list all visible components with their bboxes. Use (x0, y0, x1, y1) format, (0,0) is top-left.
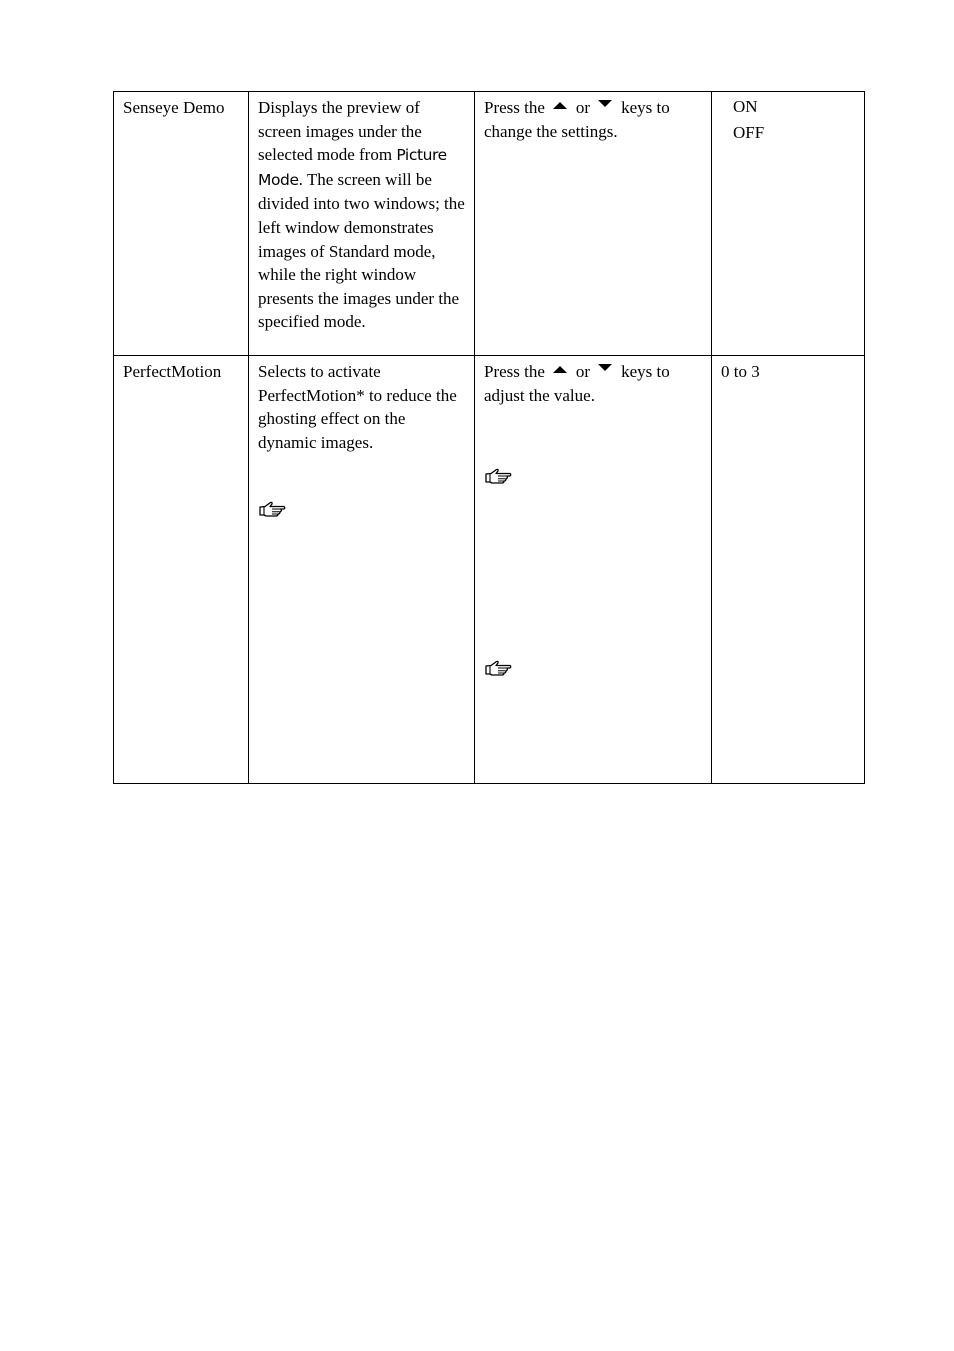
item-name: Senseye Demo (123, 98, 225, 117)
operation-keys-text: keys to change the settings. (484, 98, 670, 141)
up-arrow-key-icon (553, 366, 567, 373)
down-arrow-key-icon (598, 100, 612, 107)
up-arrow-key-icon (553, 102, 567, 109)
operation-or-text: or (575, 362, 591, 381)
operation-press-text: Press the (484, 362, 545, 381)
item-cell (114, 92, 249, 356)
table-row-senseye-demo (114, 92, 865, 356)
table-row-perfectmotion (114, 356, 865, 784)
pointing-hand-note-icon (258, 500, 286, 518)
function-text-start: Displays the preview of screen images under the selected mode from (258, 98, 422, 165)
range-options (721, 92, 855, 148)
range-cell (712, 92, 865, 356)
range-option-off: OFF (733, 123, 765, 142)
operation-cell (475, 356, 712, 784)
item-cell (114, 356, 249, 784)
operation-cell (475, 92, 712, 356)
function-cell (249, 356, 475, 784)
pointing-hand-note-icon (484, 659, 512, 677)
function-cell (249, 92, 475, 356)
range-cell (712, 356, 865, 784)
down-arrow-key-icon (598, 364, 612, 371)
operation-or-text: or (575, 98, 591, 117)
range-option-on: ON (733, 97, 758, 116)
operation-keys-text: keys to adjust the value. (484, 362, 670, 405)
pointing-hand-note-icon (484, 467, 512, 485)
operation-press-text: Press the (484, 98, 545, 117)
item-name: PerfectMotion (123, 362, 222, 381)
picture-mode-term: Picture Mode (258, 146, 447, 189)
osd-settings-table (113, 91, 865, 784)
function-text: Selects to activate PerfectMotion* to reduce the ghosting effect on the dynamic images. (258, 362, 457, 452)
function-text-end: . The screen will be divided into two windows; the left window demonstrates images of Standard mode, while the right window presents the images under the specified mode. (258, 169, 465, 332)
range-value: 0 to 3 (721, 362, 760, 381)
